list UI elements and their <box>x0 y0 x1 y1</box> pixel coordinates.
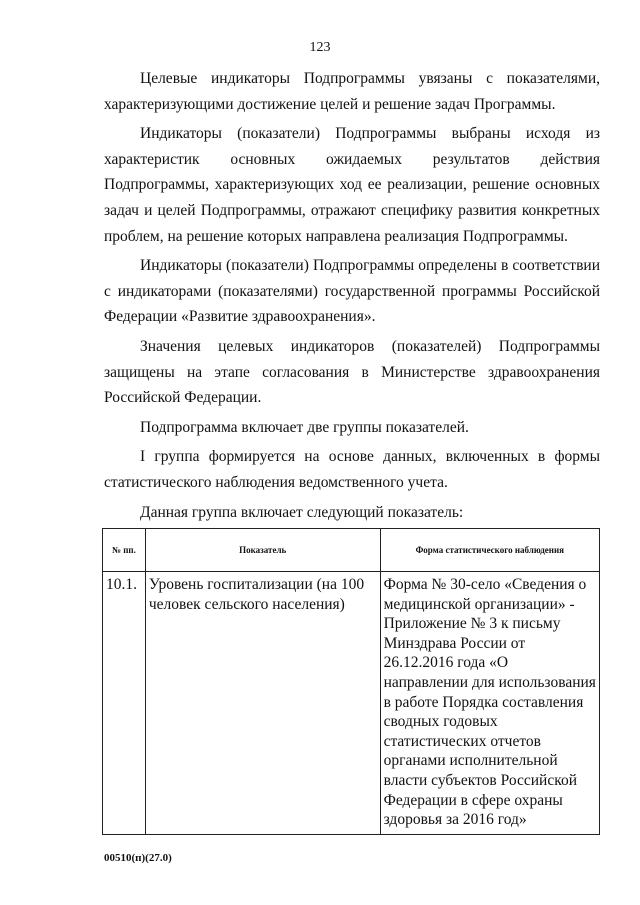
paragraph: Индикаторы (показатели) Подпрограммы выбраны исходя из характеристик основных ожидаемых результатов действия Подпрограммы, характеризующих ход ее реализации, решение основных задач и целей Подпрограммы, отражают специфику развития конкретных проблем, на решение которых направлена реализация Подпрограммы. <box>104 125 600 245</box>
indicator-table <box>102 528 600 835</box>
header-number: № пп. <box>103 529 146 572</box>
body-text <box>104 66 600 525</box>
document-code: 00510(п)(27.0) <box>104 852 172 864</box>
table-row <box>103 572 600 835</box>
paragraph: Данная группа включает следующий показатель: <box>140 503 464 521</box>
page-number: 123 <box>309 40 331 55</box>
paragraph: Подпрограмма включает две группы показателей. <box>140 418 469 436</box>
table-header-row <box>103 529 600 572</box>
paragraph: Целевые индикаторы Подпрограммы увязаны с показателями, характеризующими достижение целей и решение задач Программы. <box>104 70 600 113</box>
row-indicator: Уровень госпитализации (на 100 человек сельского населения) <box>145 572 380 835</box>
header-form: Форма статистического наблюдения <box>380 529 599 572</box>
paragraph: Индикаторы (показатели) Подпрограммы определены в соответствии с индикаторами (показателями) государственной программы Российской Федерации «Развитие здравоохранения». <box>104 257 600 326</box>
row-number: 10.1. <box>103 572 146 835</box>
row-form: Форма № 30-село «Сведения о медицинской организации» - Приложение № 3 к письму Минздрава России от 26.12.2016 года «О направлении для использования в работе Порядка составления сводных годовых статистических отчетов органами исполнительной власти субъектов Российской Федерации в сфере охраны здоровья за 2016 год» <box>380 572 599 835</box>
paragraph: I группа формируется на основе данных, включенных в формы статистического наблюдения ведомственного учета. <box>104 448 600 491</box>
paragraph: Значения целевых индикаторов (показателей) Подпрограммы защищены на этапе согласования в Министерстве здравоохранения Российской Федерации. <box>104 337 600 407</box>
header-indicator: Показатель <box>145 529 380 572</box>
